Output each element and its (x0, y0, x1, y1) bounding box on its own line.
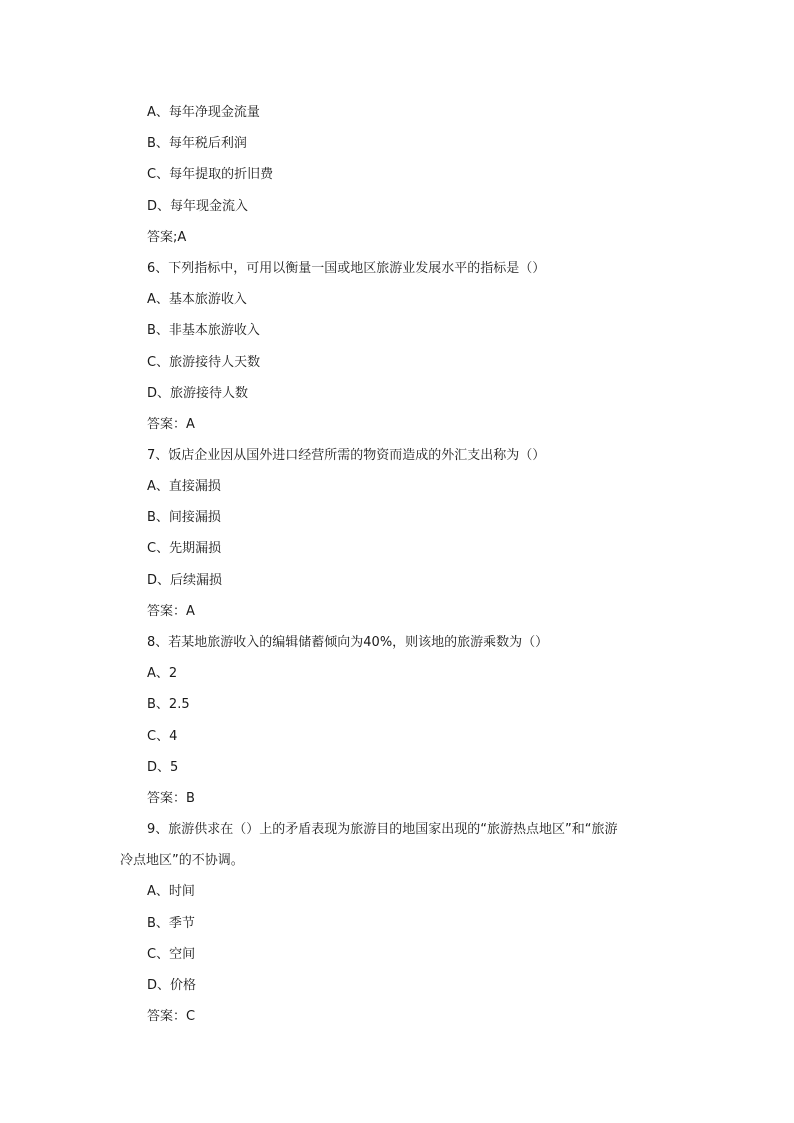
option-a: A、时间 (147, 884, 195, 899)
option-c: C、每年提取的折旧费 (147, 167, 274, 182)
answer: 答案：C (147, 1009, 196, 1024)
question-6: 6、下列指标中，可用以衡量一国或地区旅游业发展水平的指标是（） (147, 261, 546, 276)
answer: 答案：A (147, 417, 195, 432)
option-b: B、季节 (147, 916, 195, 931)
option-a: A、基本旅游收入 (147, 292, 247, 307)
option-d: D、每年现金流入 (147, 199, 249, 214)
option-c: C、旅游接待人天数 (147, 355, 261, 370)
option-a: A、2 (147, 666, 178, 681)
option-a: A、直接漏损 (147, 479, 221, 494)
option-d: D、价格 (147, 978, 197, 993)
answer: 答案;A (147, 230, 187, 245)
answer: 答案：A (147, 604, 195, 619)
option-d: D、5 (147, 760, 179, 775)
option-b: B、每年税后利润 (147, 136, 247, 151)
option-a: A、每年净现金流量 (147, 105, 260, 120)
option-c: C、空间 (147, 947, 196, 962)
option-c: C、4 (147, 729, 178, 744)
option-c: C、先期漏损 (147, 541, 222, 556)
question-8: 8、若某地旅游收入的编辑储蓄倾向为40%，则该地的旅游乘数为（） (147, 635, 549, 650)
option-b: B、间接漏损 (147, 510, 221, 525)
answer: 答案：B (147, 791, 195, 806)
question-7: 7、饭店企业因从国外进口经营所需的物资而造成的外汇支出称为（） (147, 448, 546, 463)
option-b: B、2.5 (147, 697, 190, 712)
option-d: D、旅游接待人数 (147, 386, 249, 401)
question-9-continued: 冷点地区”的不协调。 (120, 853, 244, 868)
option-d: D、后续漏损 (147, 573, 223, 588)
question-9: 9、旅游供求在（）上的矛盾表现为旅游目的地国家出现的“旅游热点地区”和“旅游 (147, 822, 618, 837)
option-b: B、非基本旅游收入 (147, 323, 260, 338)
